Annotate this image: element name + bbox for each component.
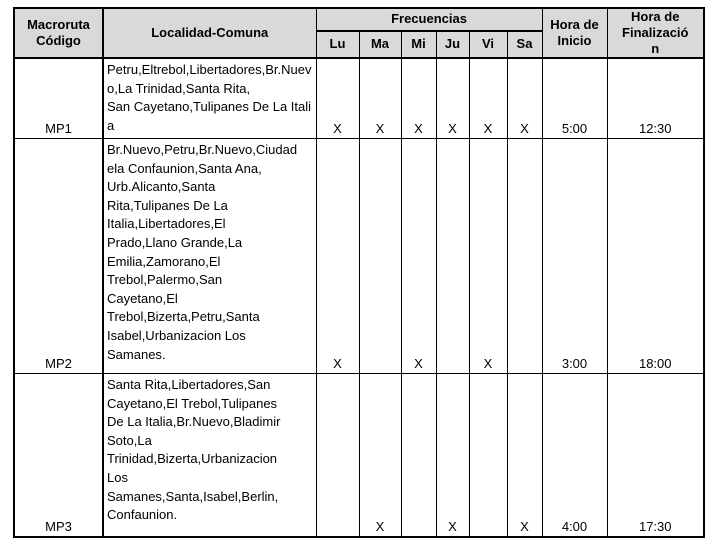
table-row	[14, 58, 704, 139]
header-end-time: Hora de Finalizació n	[607, 8, 704, 58]
table-row	[14, 374, 704, 538]
end-time: 18:00	[607, 139, 704, 374]
start-time: 3:00	[542, 139, 607, 374]
route-code: MP3	[14, 374, 103, 538]
day-mark: X	[507, 374, 542, 538]
header-day-sa: Sa	[507, 31, 542, 58]
header-day-lu: Lu	[316, 31, 359, 58]
header-day-ma: Ma	[359, 31, 401, 58]
day-mark: X	[436, 58, 469, 139]
header-start-time: Hora de Inicio	[542, 8, 607, 58]
end-time: 12:30	[607, 58, 704, 139]
day-mark: X	[469, 139, 507, 374]
day-mark: X	[359, 58, 401, 139]
day-mark	[469, 374, 507, 538]
route-localities: Santa Rita,Libertadores,San Cayetano,El Trebol,Tulipanes De La Italia,Br.Nuevo,Bladimir Soto,La Trinidad,Bizerta,Urbanizacion Los Samanes,Santa,Isabel,Berlin, Confaunion.	[103, 374, 316, 538]
table-body	[14, 58, 704, 537]
day-mark: X	[436, 374, 469, 538]
table-header	[14, 8, 704, 58]
day-mark	[359, 139, 401, 374]
table-row	[14, 139, 704, 374]
route-localities: Petru,Eltrebol,Libertadores,Br.Nuevo,La Trinidad,Santa Rita, San Cayetano,Tulipanes De La Italia	[103, 58, 316, 139]
day-mark: X	[401, 58, 436, 139]
header-day-ju: Ju	[436, 31, 469, 58]
day-mark: X	[359, 374, 401, 538]
day-mark	[507, 139, 542, 374]
end-time: 17:30	[607, 374, 704, 538]
header-code: Macroruta Código	[14, 8, 103, 58]
header-locality: Localidad-Comuna	[103, 8, 316, 58]
day-mark: X	[469, 58, 507, 139]
route-code: MP1	[14, 58, 103, 139]
day-mark	[436, 139, 469, 374]
day-mark: X	[507, 58, 542, 139]
header-day-vi: Vi	[469, 31, 507, 58]
routes-table	[13, 7, 705, 538]
day-mark: X	[401, 139, 436, 374]
day-mark	[316, 374, 359, 538]
start-time: 5:00	[542, 58, 607, 139]
day-mark: X	[316, 139, 359, 374]
header-frequencies: Frecuencias	[316, 8, 542, 31]
header-day-mi: Mi	[401, 31, 436, 58]
day-mark: X	[316, 58, 359, 139]
start-time: 4:00	[542, 374, 607, 538]
route-localities: Br.Nuevo,Petru,Br.Nuevo,Ciudad ela Confaunion,Santa Ana, Urb.Alicanto,Santa Rita,Tulipanes De La Italia,Libertadores,El Prado,Llano Grande,La Emilia,Zamorano,El Trebol,Palermo,San Cayetano,El Trebol,Bizerta,Petru,Santa Isabel,Urbanizacion Los Samanes.	[103, 139, 316, 374]
day-mark	[401, 374, 436, 538]
route-code: MP2	[14, 139, 103, 374]
